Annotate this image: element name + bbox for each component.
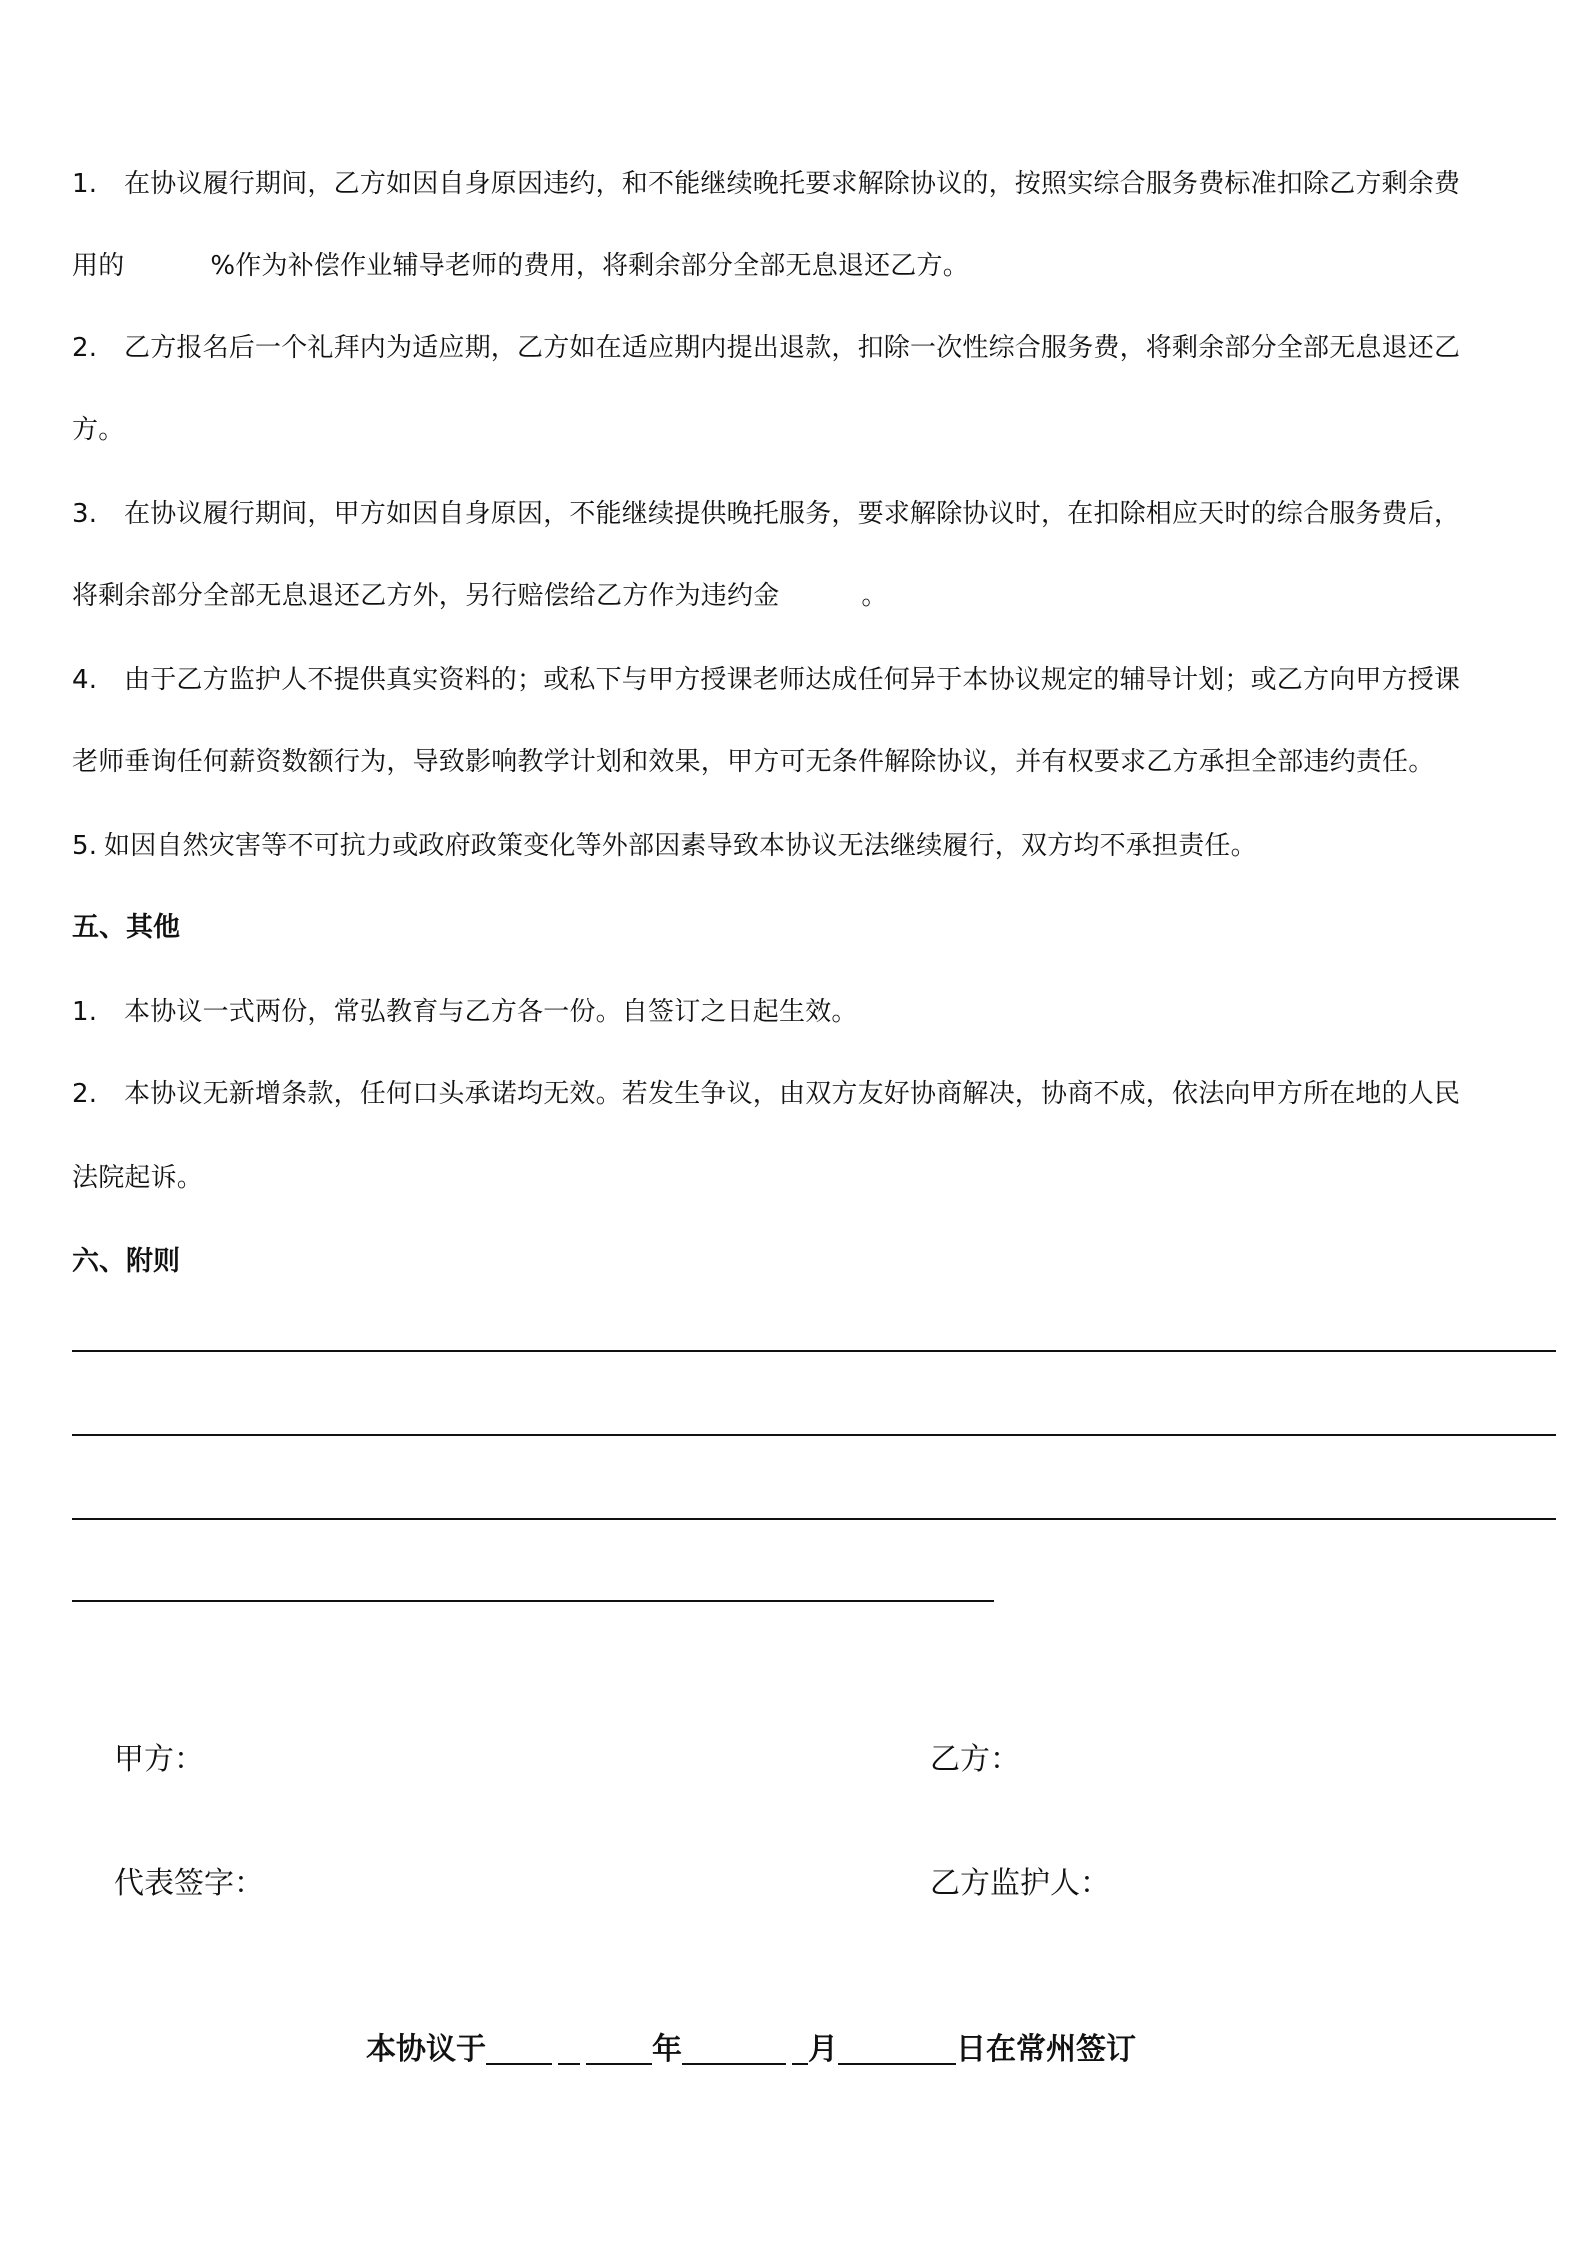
month-blank-2 <box>792 2033 808 2065</box>
clause-2-text: 乙方报名后一个礼拜内为适应期，乙方如在适应期内提出退款，扣除一次性综合服务费，将剩余部分全部无息退还乙 <box>124 333 1461 363</box>
clause-3-text-cont-b: 。 <box>861 581 888 611</box>
clause-1-text-cont-b: %作为补偿作业辅导老师的费用，将剩余部分全部无息退还乙方。 <box>210 251 969 281</box>
clause-2-line-2 <box>72 412 124 448</box>
section-5-item-1-text: 本协议一式两份，常弘教育与乙方各一份。自签订之日起生效。 <box>124 997 858 1027</box>
section-5-item-2-line-2 <box>72 1160 203 1196</box>
year-blank-2 <box>558 2033 580 2065</box>
day-blank <box>838 2033 956 2065</box>
clause-1-line-1 <box>72 166 1460 202</box>
party-b-label: 乙方： <box>930 1742 1020 1777</box>
section-5-item-1 <box>72 994 858 1030</box>
guardian-label: 乙方监护人： <box>930 1866 1110 1901</box>
clause-3-text-cont-a: 将剩余部分全部无息退还乙方外，另行赔偿给乙方作为违约金 <box>72 581 780 611</box>
clause-2-line-1 <box>72 330 1460 366</box>
section-5-item-2-text-cont: 法院起诉。 <box>72 1163 204 1193</box>
clause-1-number: 1. <box>72 169 98 199</box>
clause-5-number: 5. <box>72 831 98 861</box>
clause-2-text-cont: 方。 <box>72 415 125 445</box>
clause-1-line-2 <box>72 248 969 284</box>
clause-3-line-1 <box>72 496 1460 532</box>
clause-2-number: 2. <box>72 333 98 363</box>
section-5-item-2-line-1 <box>72 1076 1460 1112</box>
clause-5-text: 如因自然灾害等不可抗力或政府政策变化等外部因素导致本协议无法继续履行，双方均不承担责任。 <box>104 831 1257 861</box>
clause-4-number: 4. <box>72 665 98 695</box>
supplementary-fill-line-2 <box>72 1434 1556 1436</box>
party-a-label: 甲方： <box>114 1742 204 1777</box>
month-blank-1 <box>682 2033 786 2065</box>
section-5-heading: 五、其他 <box>72 912 180 943</box>
clause-3-text: 在协议履行期间，甲方如因自身原因，不能继续提供晚托服务，要求解除协议时，在扣除相应天时的综合服务费后， <box>124 499 1461 529</box>
year-blank-1 <box>486 2033 552 2065</box>
supplementary-fill-line-3 <box>72 1518 1556 1520</box>
clause-4-text-cont: 老师垂询任何薪资数额行为，导致影响教学计划和效果，甲方可无条件解除协议，并有权要求乙方承担全部违约责任。 <box>72 747 1435 777</box>
year-blank-3 <box>586 2033 652 2065</box>
month-label: 月 <box>808 2032 838 2067</box>
section-6-heading: 六、附则 <box>72 1246 180 1277</box>
clause-3-number: 3. <box>72 499 98 529</box>
year-label: 年 <box>652 2032 682 2067</box>
clause-5-line-1 <box>72 828 1257 864</box>
section-5-item-2-number: 2. <box>72 1079 98 1109</box>
clause-1-text: 在协议履行期间，乙方如因自身原因违约，和不能继续晚托要求解除协议的，按照实综合服务费标准扣除乙方剩余费 <box>124 169 1461 199</box>
date-suffix: 日在常州签订 <box>956 2032 1136 2067</box>
section-5-item-2-text: 本协议无新增条款，任何口头承诺均无效。若发生争议，由双方友好协商解决，协商不成，依法向甲方所在地的人民 <box>124 1079 1461 1109</box>
date-prefix: 本协议于 <box>366 2032 486 2067</box>
clause-4-line-2 <box>72 744 1434 780</box>
clause-4-text: 由于乙方监护人不提供真实资料的；或私下与甲方授课老师达成任何异于本协议规定的辅导计划；或乙方向甲方授课 <box>124 665 1461 695</box>
signing-date-line <box>366 2030 1136 2070</box>
supplementary-fill-line-4 <box>72 1600 994 1602</box>
section-5-item-1-number: 1. <box>72 997 98 1027</box>
clause-1-text-cont-a: 用的 <box>72 251 125 281</box>
clause-3-line-2 <box>72 578 888 614</box>
representative-signature-label: 代表签字： <box>114 1866 264 1901</box>
clause-4-line-1 <box>72 662 1460 698</box>
supplementary-fill-line-1 <box>72 1350 1556 1352</box>
